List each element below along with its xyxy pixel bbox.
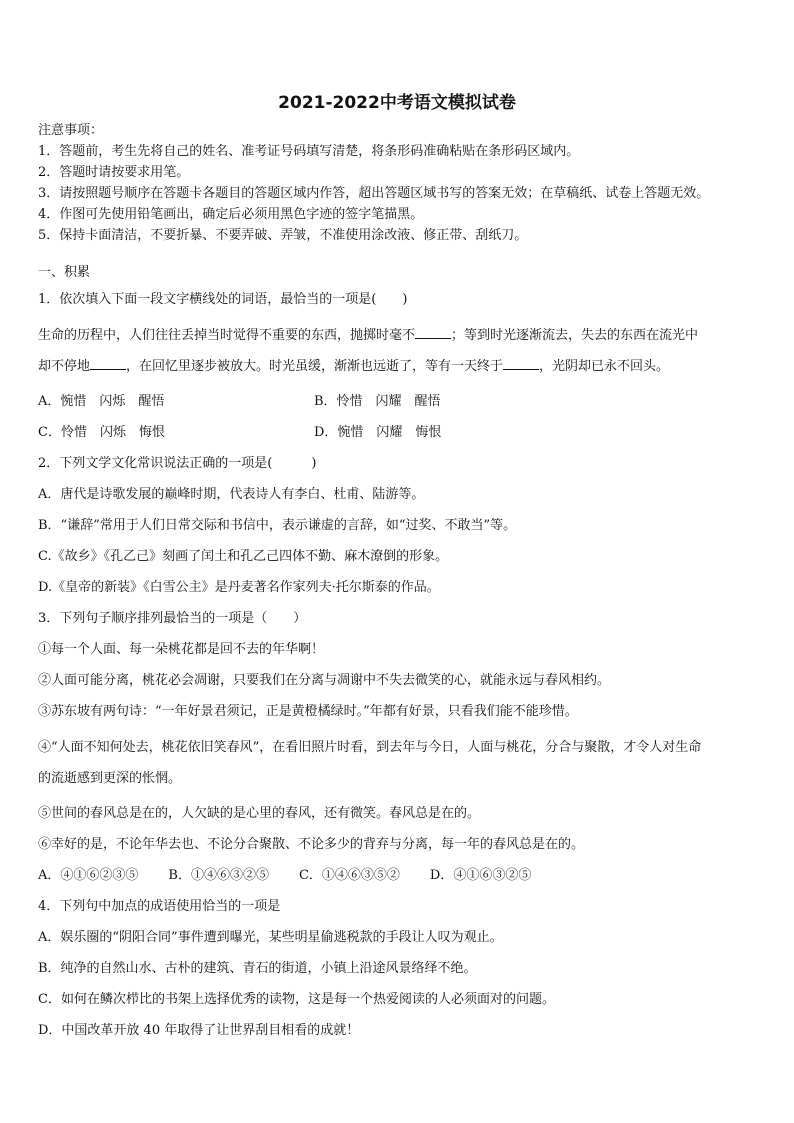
q2-option-a[interactable]: A．唐代是诗歌发展的巅峰时期，代表诗人有李白、杜甫、陆游等。	[38, 487, 425, 502]
q3-option-b[interactable]: B．①④⑥③②⑤	[168, 868, 269, 883]
q1-stem: 1．依次填入下面一段文字横线处的词语，最恰当的一项是( )	[38, 292, 408, 307]
q3-sentence: ①每一个人面、每一朵桃花都是回不去的年华啊！	[38, 642, 325, 657]
page-title: 2021-2022中考语文模拟试卷	[278, 93, 516, 113]
note-item: 1．答题前，考生先将自己的姓名、准考证号码填写清楚，将条形码准确粘贴在条形码区域内。	[38, 144, 580, 159]
note-item: 5．保持卡面清洁，不要折暴、不要弄破、弄皱，不准使用涂改液、修正带、刮纸刀。	[38, 228, 528, 243]
q3-sentence-part: ④“人面不知何处去，桃花依旧笑春风”，在看旧照片时看，到去年与今日，人面与桃花，分合与聚散，才令人对生命	[38, 740, 702, 755]
q4-stem: 4．下列句中加点的成语使用恰当的一项是	[38, 899, 281, 914]
q1-option-c[interactable]: C．怜惜 闪烁 悔恨	[38, 425, 165, 440]
q1-passage-part: ，在回忆里逐步被放大。时光虽缓，渐渐也远逝了，等有一天终于	[126, 359, 504, 374]
q3-sentence: ⑤世间的春风总是在的，人欠缺的是心里的春风，还有微笑。春风总是在的。	[38, 806, 481, 821]
questions-area	[38, 262, 762, 1051]
fill-blank	[415, 326, 451, 339]
q4-option-a[interactable]: A．娱乐圈的“阴阳合同”事件遭到曝光，某些明星偷逃税款的手段让人叹为观止。	[38, 930, 503, 945]
q4-option-b[interactable]: B．纯净的自然山水、古朴的建筑、青石的街道，小镇上沿途风景络绎不绝。	[38, 961, 477, 976]
q3-sentence: ②人面可能分离，桃花必会凋谢，只要我们在分离与凋谢中不失去微笑的心，就能永远与春风相约。	[38, 673, 611, 688]
q1-option-a[interactable]: A．惋惜 闪烁 醒悟	[38, 394, 165, 409]
q3-sentence-part: 的流逝感到更深的怅惘。	[38, 771, 182, 786]
q4-option-c[interactable]: C．如何在鳞次栉比的书架上选择优秀的读物，这是每一个热爱阅读的人必须面对的问题。	[38, 992, 555, 1007]
note-item: 2．答题时请按要求用笔。	[38, 165, 190, 180]
q1-options-row	[38, 422, 762, 444]
q1-passage-part: 却不停地	[38, 359, 91, 374]
q1-option-b[interactable]: B．怜惜 闪耀 醒悟	[314, 394, 441, 409]
q1-passage	[38, 320, 762, 382]
q2-option-c[interactable]: C.《故乡》《孔乙己》刻画了闰土和孔乙己四体不勤、麻木潦倒的形象。	[38, 549, 449, 564]
q1-passage-part: 生命的历程中，人们往往丢掉当时觉得不重要的东西，抛掷时毫不	[38, 328, 416, 343]
q3-options-row	[38, 865, 762, 887]
fill-blank	[90, 357, 126, 370]
q3-option-a[interactable]: A．④①⑥②③⑤	[38, 868, 139, 883]
q1-options-row	[38, 391, 762, 413]
q1-passage-part: ；等到时光逐渐流去，失去的东西在流光中	[451, 328, 699, 343]
q1-passage-part: ，光阴却已永不回头。	[539, 359, 670, 374]
q3-sentence: ⑥幸好的是，不论年华去也、不论分合聚散、不论多少的背弃与分离，每一年的春风总是在的。	[38, 837, 585, 852]
q4-option-d[interactable]: D．中国改革开放 40 年取得了让世界刮目相看的成就！	[38, 1023, 360, 1038]
notes-section	[38, 120, 768, 246]
q3-option-c[interactable]: C．①④⑥③⑤②	[298, 868, 400, 883]
section-heading: 一、积累	[38, 265, 91, 280]
q3-sentence	[38, 732, 762, 794]
q2-option-d[interactable]: D.《皇帝的新装》《白雪公主》是丹麦著名作家列夫·托尔斯泰的作品。	[38, 580, 440, 595]
q3-option-d[interactable]: D．④①⑥③②⑤	[429, 868, 532, 883]
note-item: 3．请按照题号顺序在答题卡各题目的答题区域内作答，超出答题区域书写的答案无效；在草稿纸、试卷上答题无效。	[38, 186, 710, 201]
q2-option-b[interactable]: B．“谦辞”常用于人们日常交际和书信中，表示谦虚的言辞，如“过奖、不敢当”等。	[38, 518, 517, 533]
q3-stem: 3．下列句子顺序排列最恰当的一项是（ ）	[38, 611, 307, 626]
fill-blank	[503, 357, 539, 370]
note-item: 4．作图可先使用铅笔画出，确定后必须用黑色字迹的签字笔描黑。	[38, 207, 424, 222]
q3-sentence: ③苏东坡有两句诗：“一年好景君须记，正是黄橙橘绿时。”年都有好景，只看我们能不能珍惜。	[38, 704, 578, 719]
q2-stem: 2．下列文学文化常识说法正确的一项是( )	[38, 456, 317, 471]
notes-heading: 注意事项：	[38, 123, 104, 138]
q1-option-d[interactable]: D．惋惜 闪耀 悔恨	[314, 425, 442, 440]
